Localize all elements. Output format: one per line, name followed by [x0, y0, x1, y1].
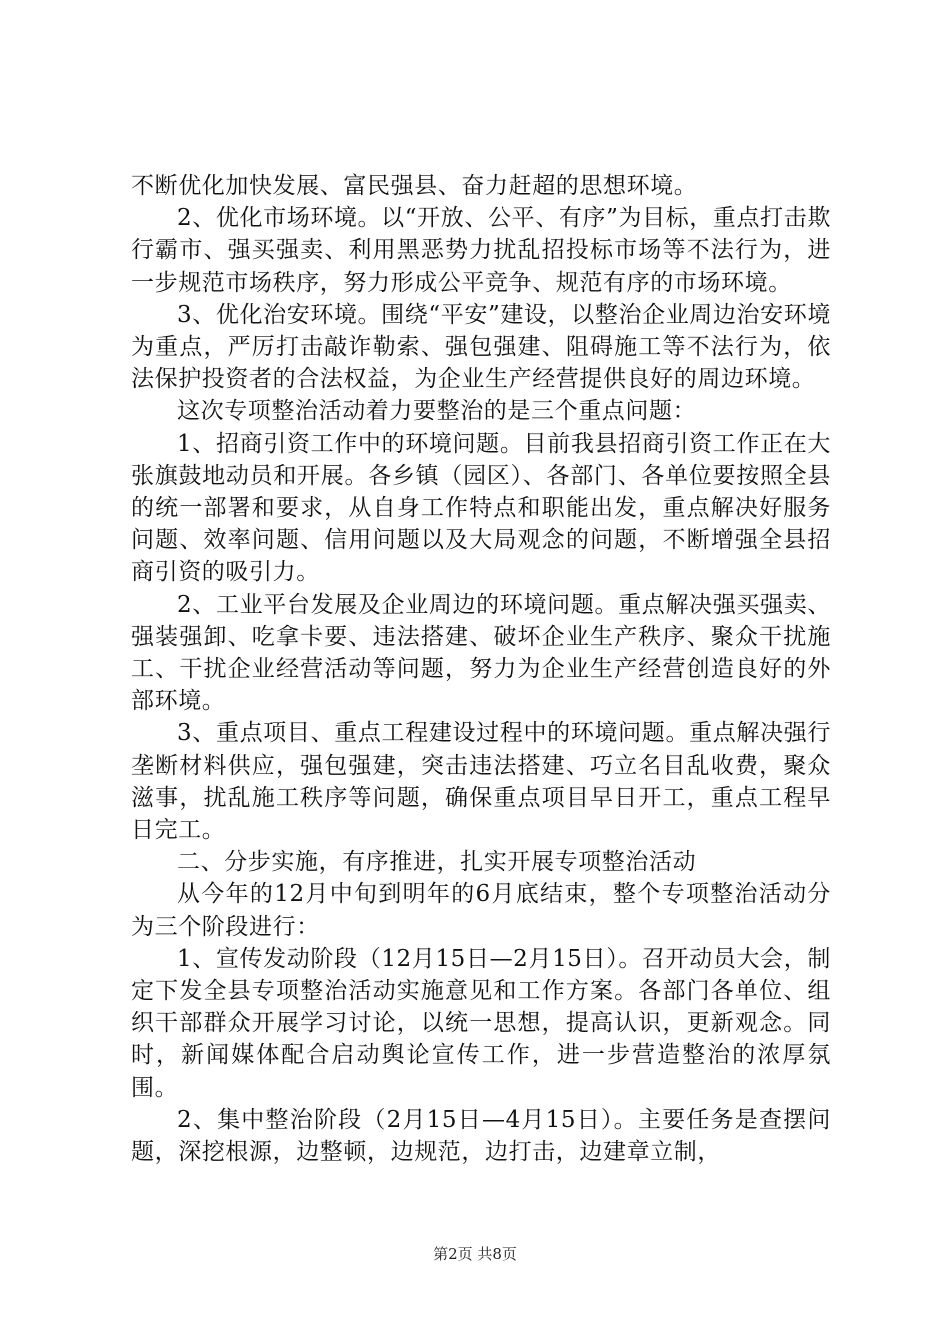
paragraph-11: 2、集中整治阶段（2月15日—4月15日）。主要任务是查摆问题，深挖根源，边整顿，边规范，边打击，边建章立制， — [131, 1106, 831, 1166]
paragraph-2: 2、优化市场环境。以“开放、公平、有序”为目标，重点打击欺行霸市、强买强卖、利用黑恶势力扰乱招投标市场等不法行为，进一步规范市场秩序，努力形成公平竞争、规范有序的市场环境。 — [131, 205, 831, 296]
paragraph-6: 2、工业平台发展及企业周边的环境问题。重点解决强买强卖、强装强卸、吃拿卡要、违法搭建、破坏企业生产秩序、聚众干扰施工、干扰企业经营活动等问题，努力为企业生产经营创造良好的外部环境。 — [131, 591, 831, 715]
section-heading: 二、分步实施，有序推进，扎实开展专项整治活动 — [177, 849, 697, 876]
document-body — [131, 170, 831, 1168]
paragraph-1: 不断优化加快发展、富民强县、奋力赶超的思想环境。 — [131, 173, 698, 199]
paragraph-9: 从今年的12月中旬到明年的6月底结束，整个专项整治活动分为三个阶段进行： — [131, 881, 831, 940]
paragraph-7: 3、重点项目、重点工程建设过程中的环境问题。重点解决强行垄断材料供应，强包强建，突击违法搭建、巧立名目乱收费，聚众滋事，扰乱施工秩序等问题，确保重点项目早日开工，重点工程早日完工。 — [131, 720, 831, 844]
page-footer: 第2页 共8页 — [433, 1245, 517, 1263]
paragraph-10: 1、宣传发动阶段（12月15日—2月15日）。召开动员大会，制定下发全县专项整治活动实施意见和工作方案。各部门各单位、组织干部群众开展学习讨论，以统一思想，提高认识，更新观念。同时，新闻媒体配合启动舆论宣传工作，进一步营造整治的浓厚氛围。 — [131, 945, 831, 1101]
paragraph-4: 这次专项整治活动着力要整治的是三个重点问题： — [177, 398, 697, 425]
paragraph-3: 3、优化治安环境。围绕“平安”建设，以整治企业周边治安环境为重点，严厉打击敲诈勒索、强包强建、阻碍施工等不法行为，依法保护投资者的合法权益，为企业生产经营提供良好的周边环境。 — [131, 301, 831, 393]
paragraph-5: 1、招商引资工作中的环境问题。目前我县招商引资工作正在大张旗鼓地动员和开展。各乡镇（园区）、各部门、各单位要按照全县的统一部署和要求，从自身工作特点和职能出发，重点解决好服务问题、效率问题、信用问题以及大局观念的问题，不断增强全县招商引资的吸引力。 — [131, 430, 831, 586]
